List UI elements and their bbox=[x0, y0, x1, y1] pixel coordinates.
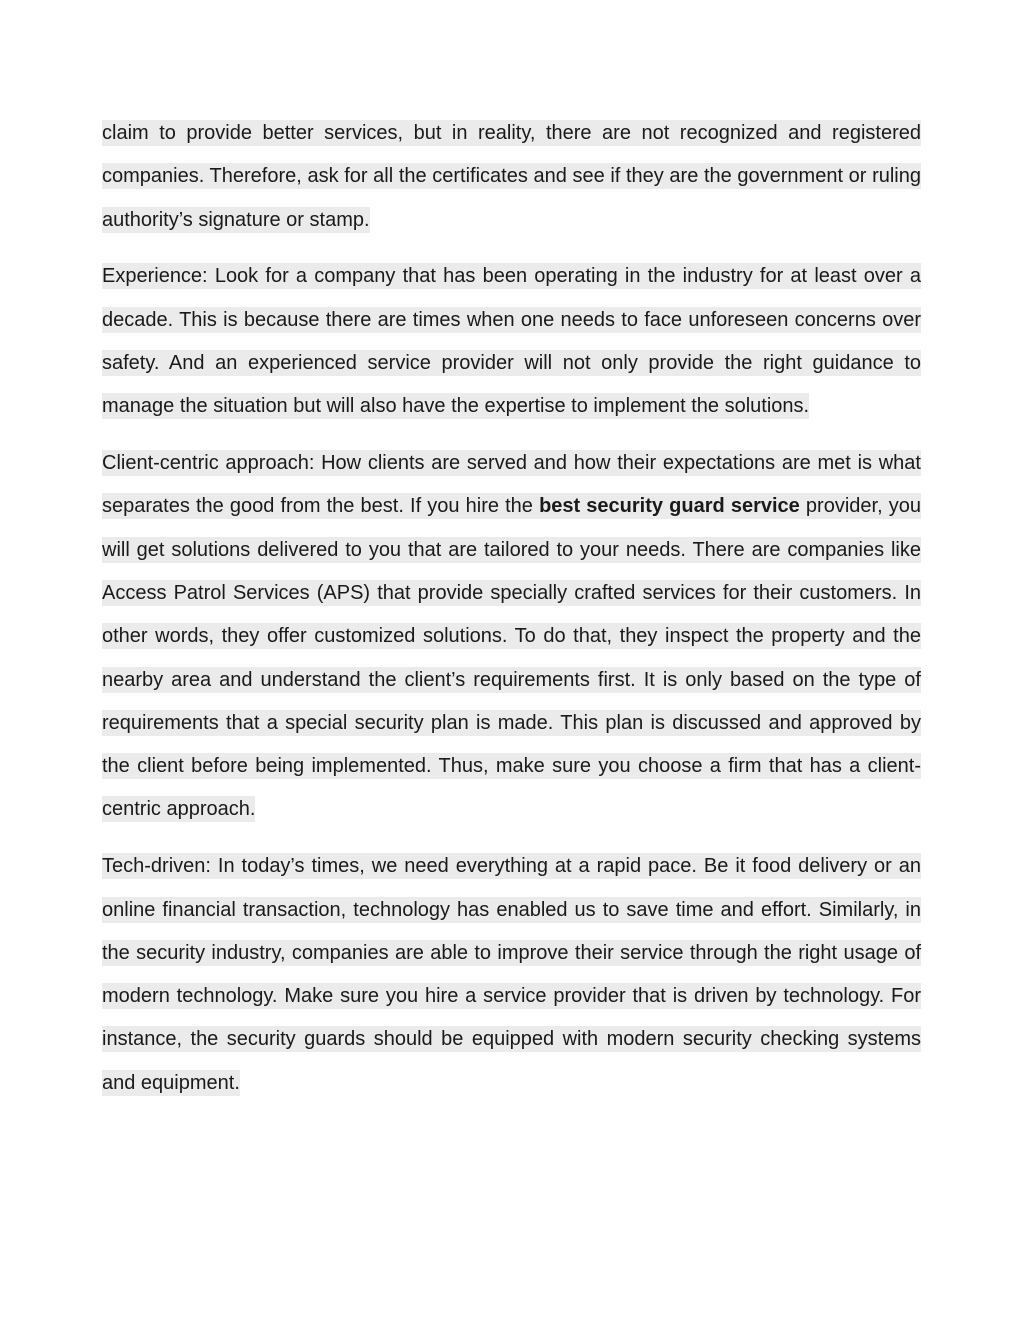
paragraph-text-start: Client-centric approach: How clients are served and how their expectations are met is what separates the good from the best. If you hire the bbox=[102, 452, 921, 518]
paragraph-tech-driven bbox=[102, 845, 921, 1105]
paragraph-text: Experience: Look for a company that has been operating in the industry for at least over a decade. This is because there are times when one needs to face unforeseen concerns over safety. And an experienced service provider will not only provide the right guidance to manage the situation but will also have the expertise to implement the solutions. bbox=[102, 265, 921, 418]
document-body bbox=[102, 112, 921, 1119]
paragraph-client-centric bbox=[102, 442, 921, 832]
paragraph-experience bbox=[102, 255, 921, 428]
bold-keyword: best security guard service bbox=[539, 495, 800, 518]
paragraph-text: claim to provide better services, but in reality, there are not recognized and registered companies. Therefore, ask for all the certificates and see if they are the government or ruling authority’s signature or stamp. bbox=[102, 122, 921, 231]
paragraph-certification bbox=[102, 112, 921, 242]
paragraph-text-end: provider, you will get solutions delivered to you that are tailored to your needs. There are companies like Access Patrol Services (APS) that provide specially crafted services for their customers. In other words, they offer customized solutions. To do that, they inspect the property and the nearby area and understand the client’s requirements first. It is only based on the type of requirements that a special security plan is made. This plan is discussed and approved by the client before being implemented. Thus, make sure you choose a firm that has a client-centric approach. bbox=[102, 495, 922, 821]
paragraph-text: Tech-driven: In today’s times, we need everything at a rapid pace. Be it food delivery or an online financial transaction, technology has enabled us to save time and effort. Similarly, in the security industry, companies are able to improve their service through the right usage of modern technology. Make sure you hire a service provider that is driven by technology. For instance, the security guards should be equipped with modern security checking systems and equipment. bbox=[102, 855, 921, 1094]
